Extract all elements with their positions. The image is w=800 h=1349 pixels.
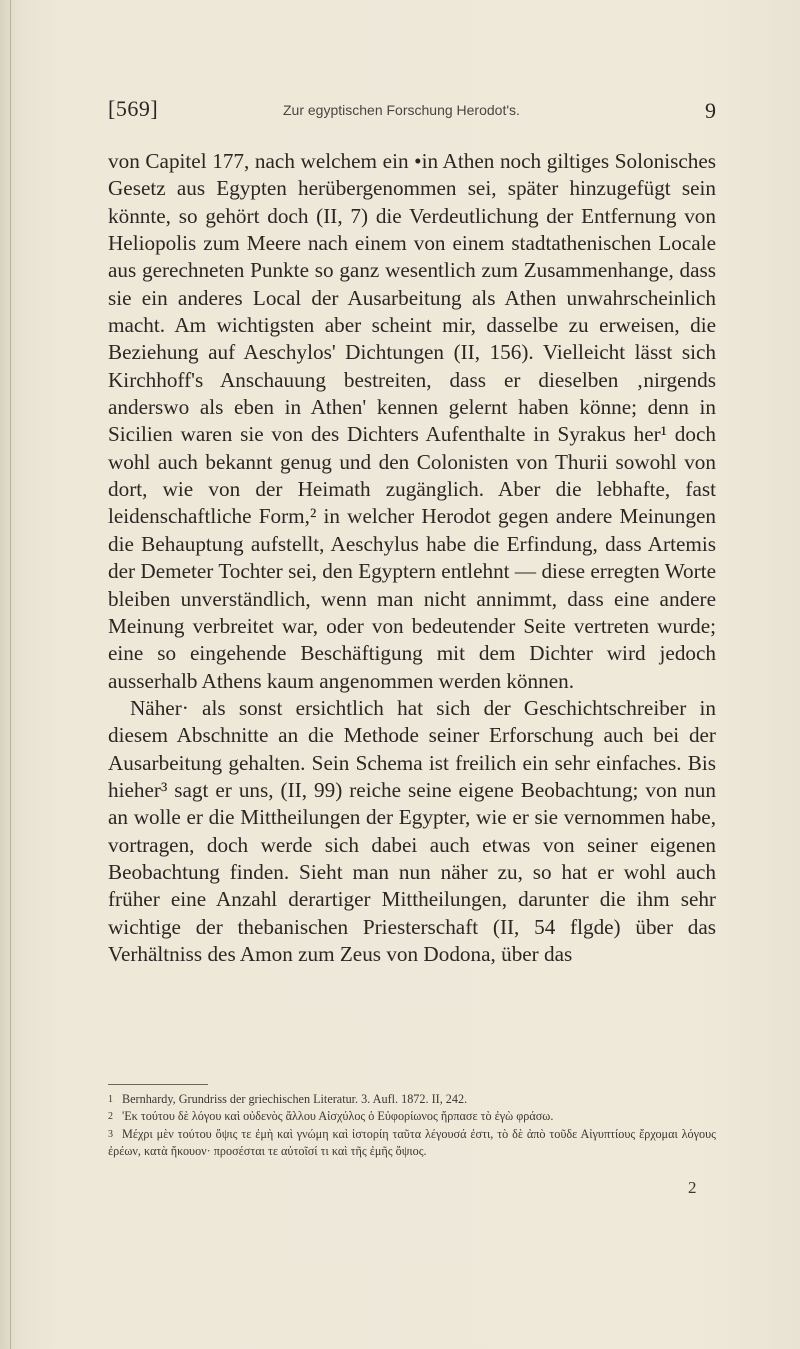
running-head-title: Zur egyptischen Forschung Herodot's. bbox=[283, 102, 520, 118]
running-head bbox=[108, 96, 716, 126]
footnote bbox=[108, 1108, 716, 1125]
footnote bbox=[108, 1091, 716, 1108]
footnote-text: Μέχρι μὲν τούτου ὄψις τε ἐμὴ καὶ γνώμη καὶ ἱστορίη ταῦτα λέγουσά ἐστι, τὸ δὲ ἀπὸ τοῦδε Αἰγυπτίους ἔρχομαι λόγους ἐρέων, κατὰ ἤκουον· προσέσται τε αὐτοῖσί τι καὶ τῆς ἐμῆς ὄψιος. bbox=[108, 1126, 716, 1159]
footnote-rule bbox=[108, 1084, 208, 1085]
page-gutter bbox=[10, 0, 11, 1349]
footnote bbox=[108, 1126, 716, 1160]
page-number: 9 bbox=[705, 98, 716, 123]
footnote-text: 'Εκ τούτου δὲ λόγου καὶ οὐδενὸς ἄλλου Αἰσχύλος ὁ Εὐφορίωνος ἥρπασε τὸ ἐγὼ φράσω. bbox=[122, 1109, 554, 1124]
footnotes bbox=[108, 1091, 716, 1160]
footnote-mark: 1 bbox=[108, 1094, 113, 1105]
bracketed-folio: [569] bbox=[108, 96, 159, 121]
footnote-mark: 2 bbox=[108, 1111, 113, 1123]
main-text bbox=[108, 148, 716, 968]
paragraph: Näher· als sonst ersichtlich hat sich der Geschichtschreiber in diesem Abschnitte an die Methode seiner Erforschung auch bei der Ausarbeitung gehalten. Sein Schema ist freilich ein sehr einfaches. Bis hieher³ sagt er uns, (II, 99) reiche seine eigene Beobachtung; von nun an wolle er die Mittheilungen der Egypter, wie er sie vernommen habe, vortragen, doch werde sich dabei auch etwas von seiner eigenen Beobachtung finden. Sieht man nun näher zu, so hat er wohl auch früher eine Anzahl derartiger Mittheilungen, darunter die ihm sehr wichtige der thebanischen Priesterschaft (II, 54 flgde) über das Verhältniss des Amon zum Zeus von Dodona, über das bbox=[108, 695, 716, 966]
footnote-text: Bernhardy, Grundriss der griechischen Literatur. 3. Aufl. 1872. II, 242. bbox=[122, 1092, 468, 1106]
footnote-mark: 3 bbox=[108, 1128, 113, 1140]
paragraph: von Capitel 177, nach welchem ein •in Athen noch giltiges Solonisches Gesetz aus Egypten herübergenommen sei, später hinzugefügt sein könnte, so gehört doch (II, 7) die Verdeutlichung der Entfernung von Heliopolis zum Meere nach einem von einem stadtathenischen Locale aus gerechneten Punkte so ganz wesentlich zum Zusammenhange, dass sie ein anderes Local der Ausarbeitung als Athen unwahrscheinlich macht. Am wichtigsten aber scheint mir, dasselbe zu erweisen, die Beziehung auf Aeschylos' Dichtungen (II, 156). Vielleicht lässt sich Kirchhoff's Anschauung bestreiten, dass er dieselben ‚nirgends anderswo als eben in Athen' kennen gelernt haben könne; denn in Sicilien waren sie von des Dichters Aufenthalte in Syrakus her¹ doch wohl auch bekannt genug und den Colonisten von Thurii sowohl von dort, wie von der Heimath zugänglich. Aber die lebhafte, fast leidenschaftliche Form,² in welcher Herodot gegen andere Meinungen die Behauptung aufstellt, Aeschylus habe die Erfindung, dass Artemis der Demeter Tochter sei, den Egyptern entlehnt — diese erregten Worte bleiben unverständlich, wenn man nicht annimmt, dass eine andere Meinung verbreitet war, oder von bedeutender Seite vertreten wurde; eine so eingehende Beschäftigung mit dem Dichter wird jedoch ausserhalb Athens kaum angenommen werden können. bbox=[108, 149, 716, 693]
printer-signature: 2 bbox=[688, 1178, 697, 1197]
